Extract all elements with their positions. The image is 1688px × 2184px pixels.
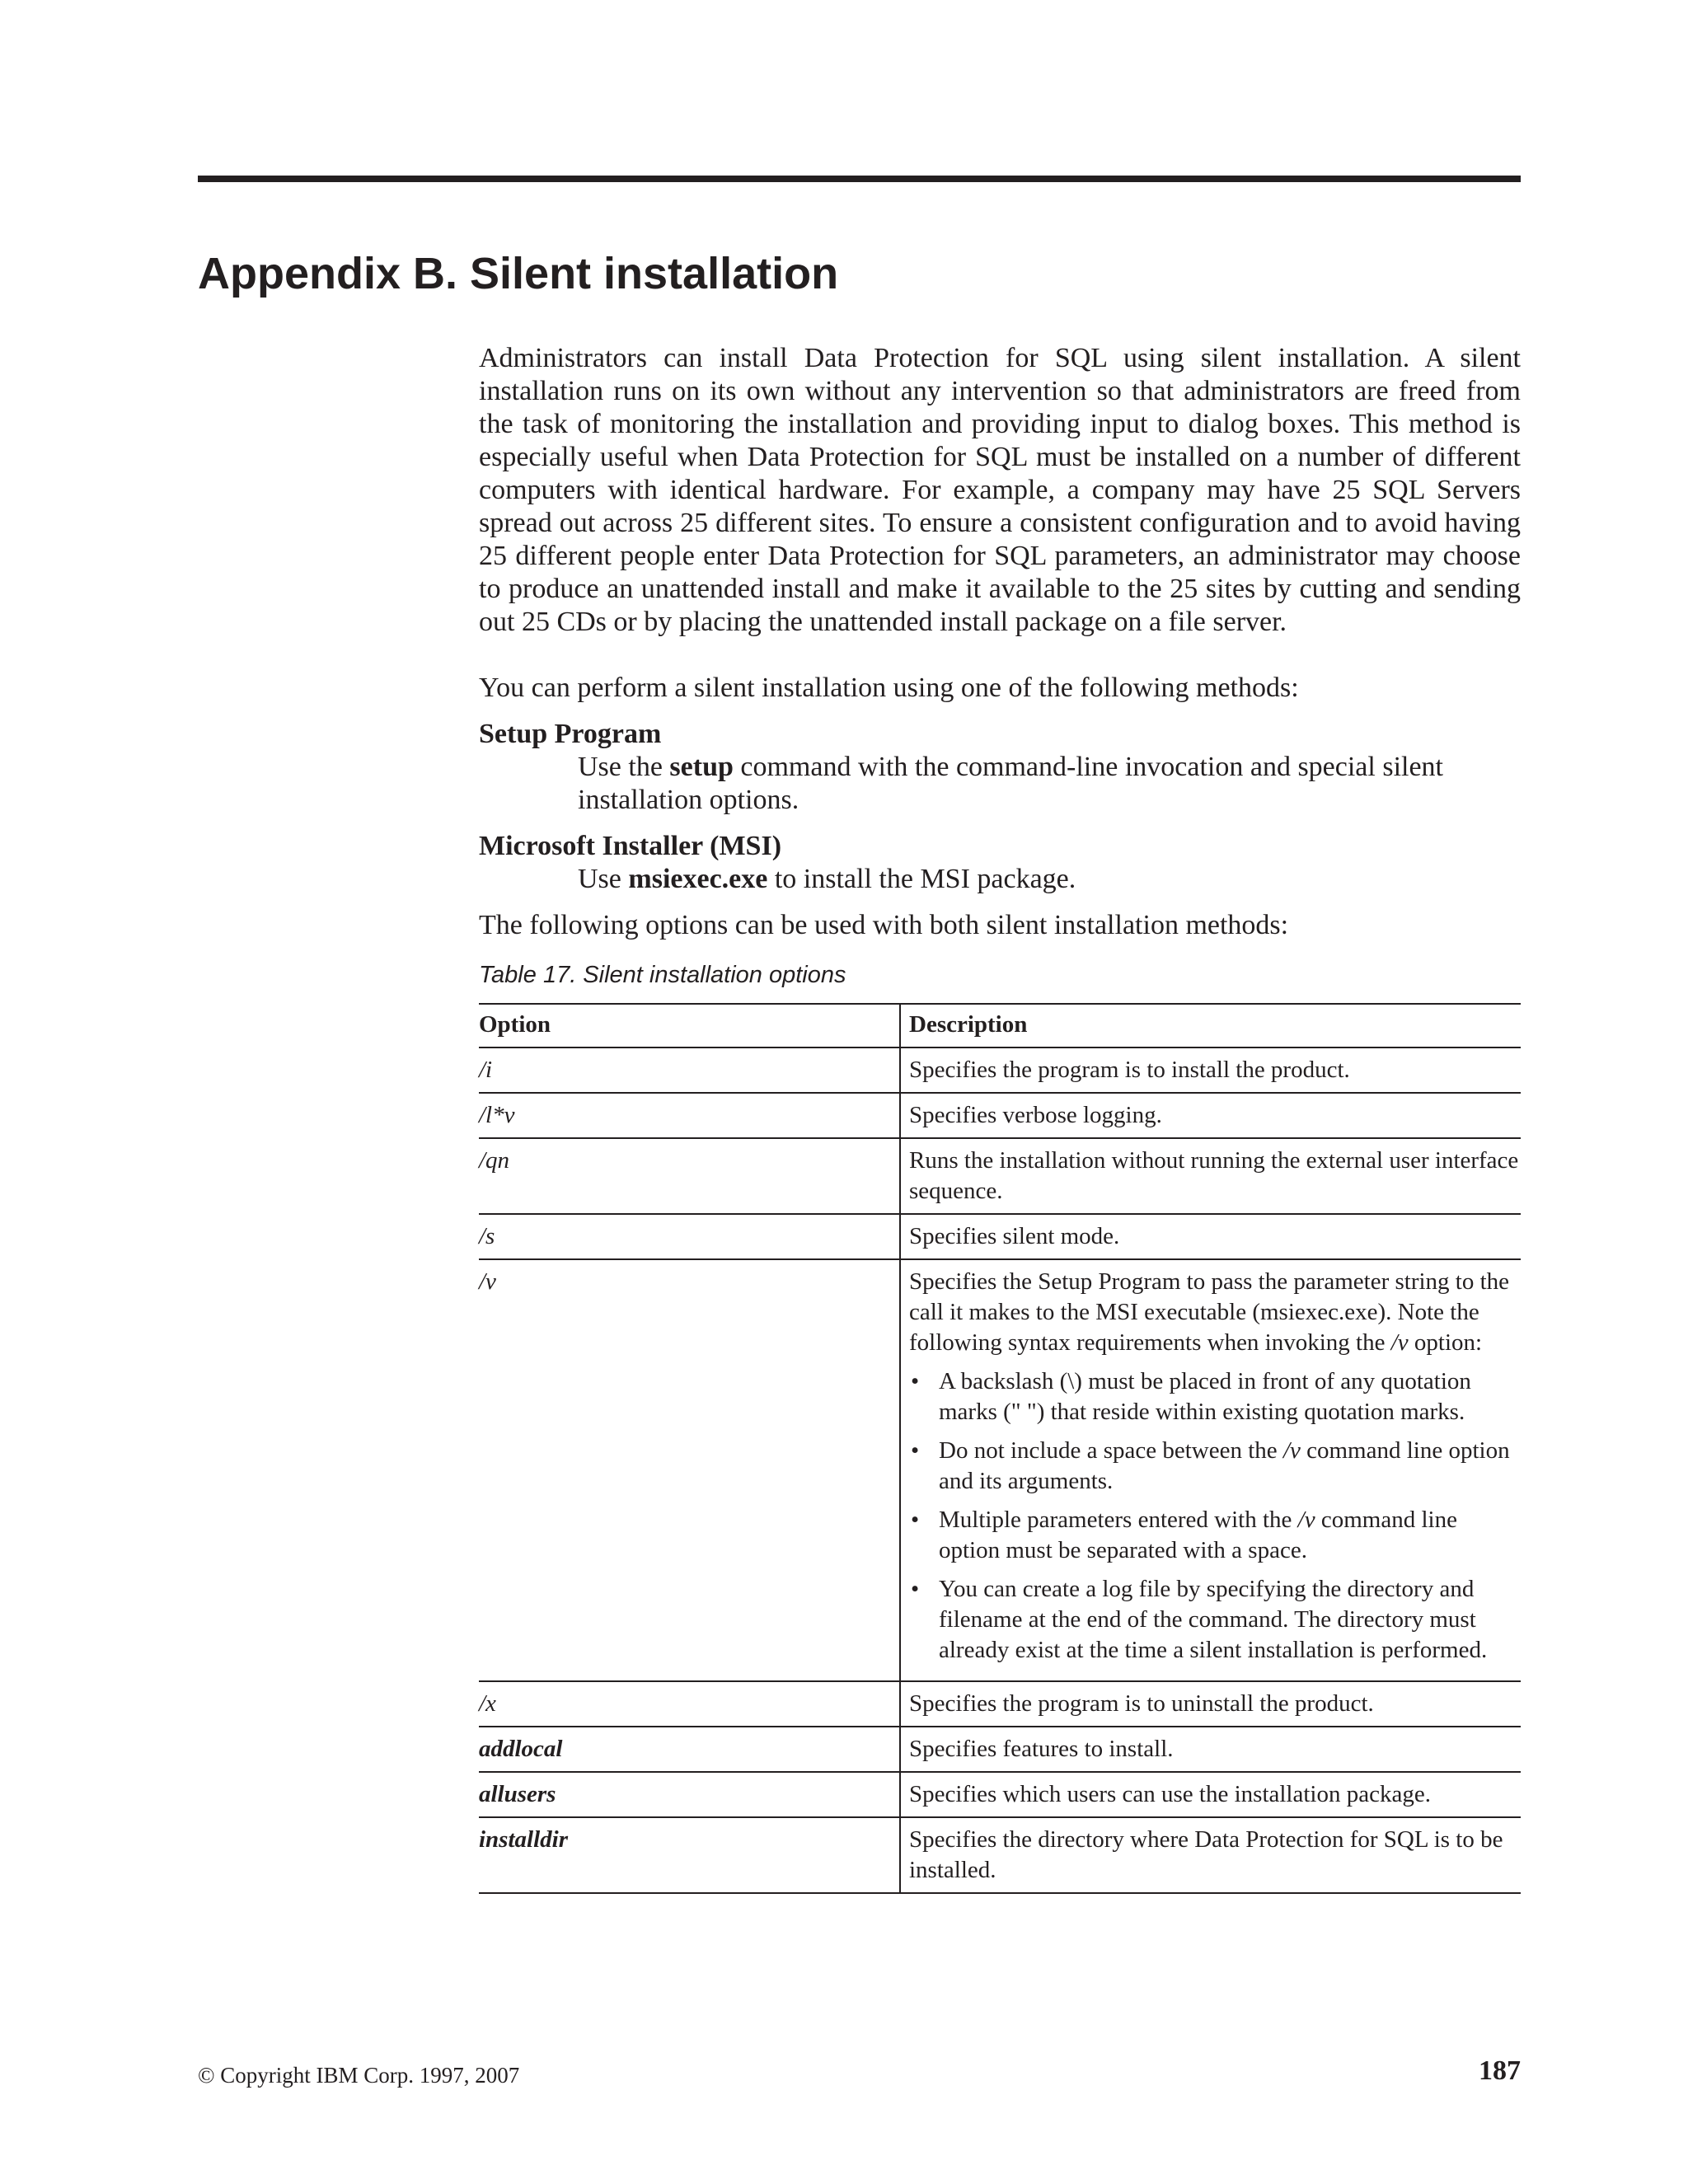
description-cell: Specifies the program is to uninstall the product.	[900, 1681, 1521, 1727]
description-cell: Specifies which users can use the installation package.	[900, 1772, 1521, 1817]
table-row	[479, 1772, 1521, 1817]
description-cell: Specifies features to install.	[900, 1727, 1521, 1772]
description-cell: Specifies silent mode.	[900, 1214, 1521, 1259]
method-term-setup: Setup Program	[479, 719, 662, 749]
v-option-notes	[909, 1366, 1521, 1666]
option-cell: /s	[479, 1214, 900, 1259]
method-desc-msi: Use msiexec.exe to install the MSI package.	[578, 864, 1076, 894]
page-body	[479, 342, 1521, 1894]
table-caption: Table 17. Silent installation options	[479, 962, 846, 988]
table-header-row	[479, 1004, 1521, 1047]
option-cell: /x	[479, 1681, 900, 1727]
intro-paragraph: Administrators can install Data Protection for SQL using silent installation. A silent installation runs on its own without any intervention so that administrators are freed from the task of monitoring the installation and providing input to dialog boxes. This method is especially useful when Data Protection for SQL must be installed on a number of different computers with identical hardware. For example, a company may have 25 SQL Servers spread out across 25 different sites. To ensure a consistent configuration and to avoid having 25 different people enter Data Protection for SQL parameters, an administrator may choose to produce an unattended install and make it available to the 25 sites by cutting and sending out 25 CDs or by placing the unattended install package on a file server.	[479, 343, 1521, 637]
table-row	[479, 1093, 1521, 1138]
options-table	[479, 1003, 1521, 1894]
page-number: 187	[1479, 2055, 1521, 2086]
header-description: Description	[900, 1004, 1521, 1047]
header-option: Option	[479, 1004, 900, 1047]
table-row	[479, 1259, 1521, 1681]
v-option-description: Specifies the Setup Program to pass the parameter string to the call it makes to the MSI executable (msiexec.exe). Note the following syntax requirements when invoking the /v option:	[909, 1268, 1510, 1356]
methods-lead: You can perform a silent installation using one of the following methods:	[479, 673, 1299, 703]
table-row	[479, 1214, 1521, 1259]
option-cell: addlocal	[479, 1727, 900, 1772]
table-row	[479, 1047, 1521, 1093]
page-title: Appendix B. Silent installation	[198, 249, 839, 298]
list-item: • Multiple parameters entered with the /v command line option must be separated with a space.	[909, 1505, 1521, 1566]
description-cell: Specifies the directory where Data Protection for SQL is to be installed.	[900, 1817, 1521, 1893]
option-cell: installdir	[479, 1817, 900, 1893]
description-cell: Specifies verbose logging.	[900, 1093, 1521, 1138]
description-cell	[900, 1259, 1521, 1681]
table-row	[479, 1138, 1521, 1214]
list-item: • You can create a log file by specifying the directory and filename at the end of the command. The directory must already exist at the time a silent installation is performed.	[909, 1574, 1521, 1666]
list-item: • Do not include a space between the /v command line option and its arguments.	[909, 1436, 1521, 1497]
method-term-msi: Microsoft Installer (MSI)	[479, 831, 782, 861]
copyright-notice: © Copyright IBM Corp. 1997, 2007	[198, 2063, 520, 2088]
table-row	[479, 1817, 1521, 1893]
list-item: • A backslash (\) must be placed in front of any quotation marks (" ") that reside within existing quotation marks.	[909, 1366, 1521, 1427]
table-row	[479, 1727, 1521, 1772]
option-cell: allusers	[479, 1772, 900, 1817]
methods-list	[479, 718, 1521, 896]
description-cell: Specifies the program is to install the product.	[900, 1047, 1521, 1093]
method-desc-setup: Use the setup command with the command-line invocation and special silent installation options.	[578, 752, 1443, 815]
setup-command: setup	[669, 752, 734, 782]
option-cell: /qn	[479, 1138, 900, 1214]
description-cell: Runs the installation without running the external user interface sequence.	[900, 1138, 1521, 1214]
option-cell: /i	[479, 1047, 900, 1093]
msiexec-command: msiexec.exe	[628, 864, 768, 894]
options-lead: The following options can be used with both silent installation methods:	[479, 910, 1289, 940]
option-cell: /l*v	[479, 1093, 900, 1138]
table-row	[479, 1681, 1521, 1727]
option-cell: /v	[479, 1259, 900, 1681]
top-rule	[198, 176, 1521, 182]
